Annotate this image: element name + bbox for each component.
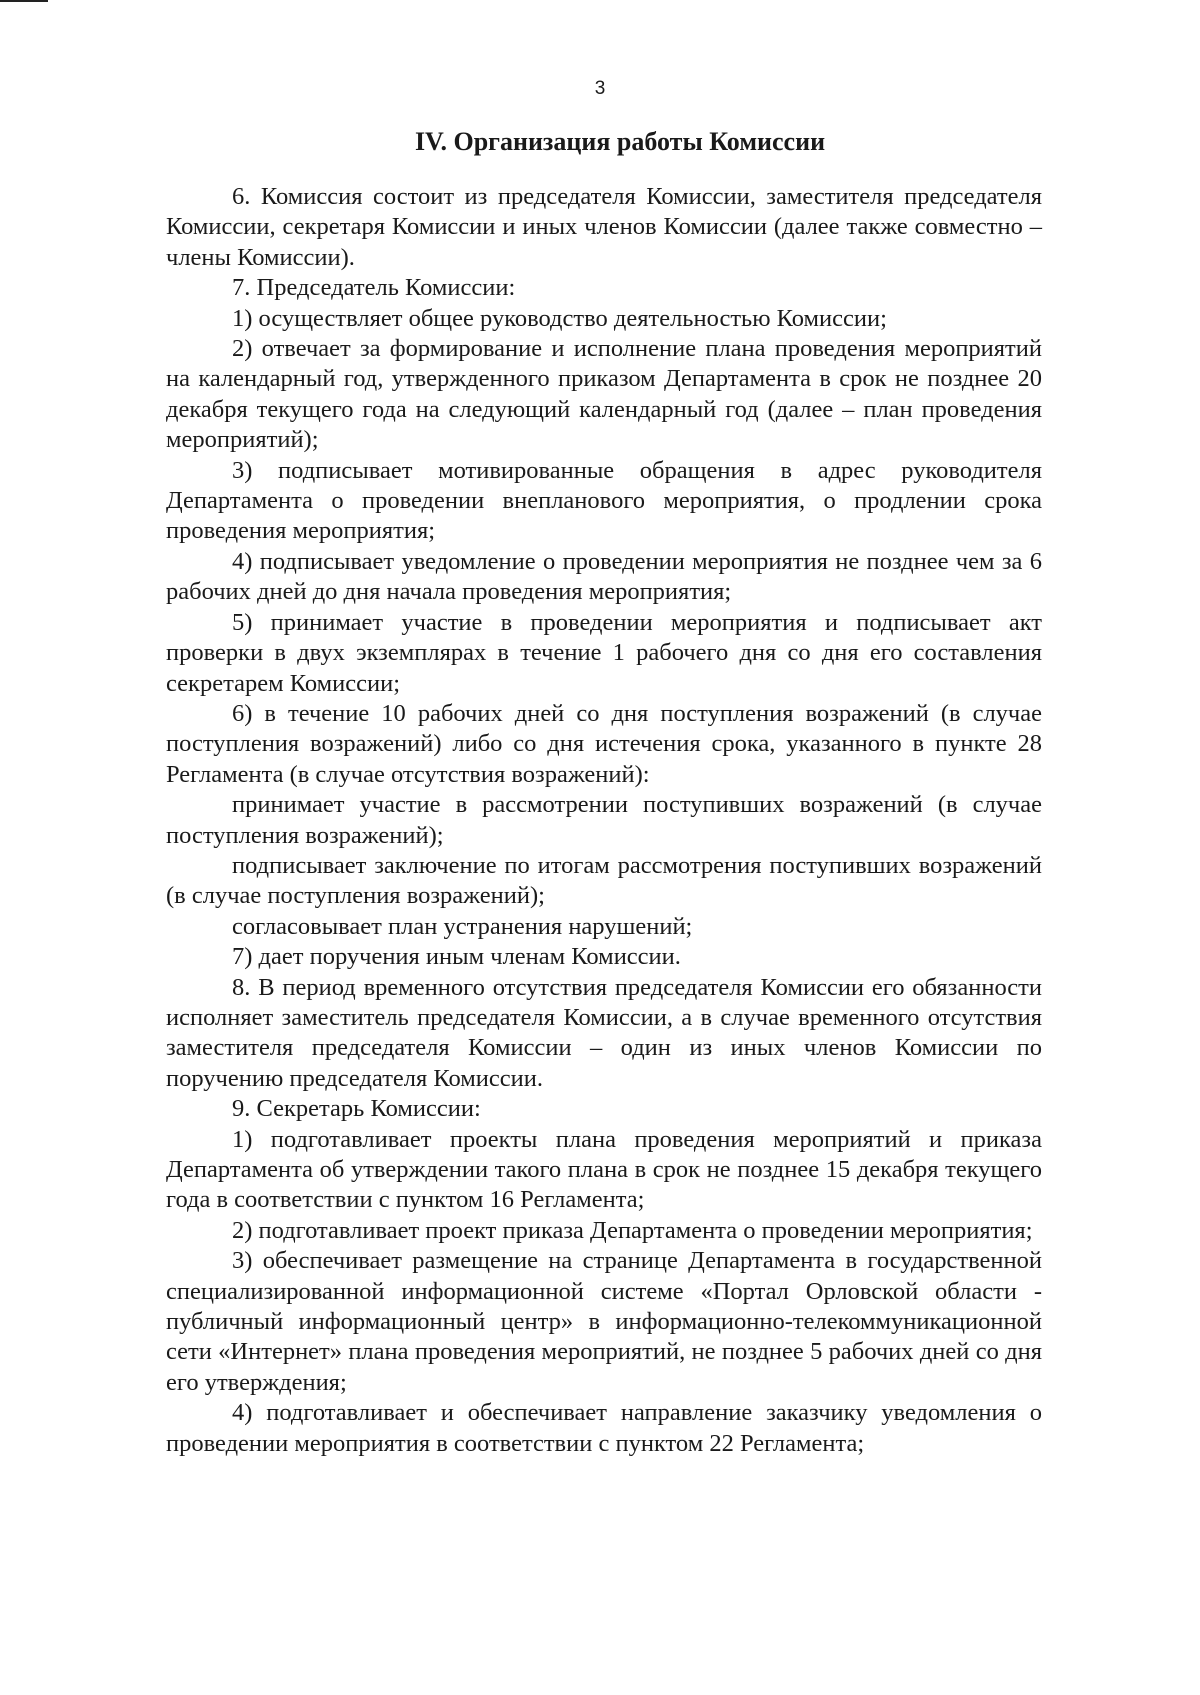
paragraph-7: 7. Председатель Комиссии: [232, 274, 516, 302]
paragraph-6: 6. Комиссия состоит из председателя Комиссии, заместителя председателя Комиссии, секретаря Комиссии и иных членов Комиссии (далее также совместно – члены Комиссии). [166, 183, 1042, 271]
paragraph-7-item-4: 4) подписывает уведомление о проведении мероприятия не позднее чем за 6 рабочих дней до дня начала проведения мероприятия; [166, 547, 1042, 606]
paragraph-7-item-6-sub-3: согласовывает план устранения нарушений; [232, 912, 693, 940]
paragraph-7-item-6-sub-1: принимает участие в рассмотрении поступивших возражений (в случае поступления возражений); [166, 791, 1042, 849]
paragraph-7-item-3: 3) подписывает мотивированные обращения в адрес руководителя Департамента о проведении внепланового мероприятия, о продлении срока проведения мероприятия; [166, 456, 1042, 545]
paragraph-9-item-3: 3) обеспечивает размещение на странице Департамента в государственной специализированной информационной системе «Портал Орловской области - публичный информационный центр» в информационно-телекоммуникационной сети «Интернет» плана проведения мероприятий, не позднее 5 рабочих дней со дня его утверждения; [166, 1247, 1042, 1396]
paragraph-7-item-6-sub-2: подписывает заключение по итогам рассмотрения поступивших возражений (в случае поступления возражений); [166, 851, 1042, 910]
paragraph-7-item-2: 2) отвечает за формирование и исполнение плана проведения мероприятий на календарный год, утвержденного приказом Департамента в срок не позднее 20 декабря текущего года на следующий календарный год (далее – план проведения мероприятий); [166, 335, 1042, 454]
paragraph-7-item-6: 6) в течение 10 рабочих дней со дня поступления возражений (в случае поступления возражений) либо со дня истечения срока, указанного в пункте 28 Регламента (в случае отсутствия возражений): [166, 699, 1042, 788]
paragraph-7-item-5: 5) принимает участие в проведении мероприятия и подписывает акт проверки в двух экземплярах в течение 1 рабочего дня со дня его составления секретарем Комиссии; [166, 608, 1042, 697]
paragraph-9-item-4: 4) подготавливает и обеспечивает направление заказчику уведомления о проведении мероприятия в соответствии с пунктом 22 Регламента; [166, 1399, 1042, 1457]
paragraph-7-item-7: 7) дает поручения иным членам Комиссии. [232, 943, 681, 971]
paragraph-9: 9. Секретарь Комиссии: [232, 1095, 481, 1123]
scan-corner-mark [0, 0, 48, 2]
paragraph-8: 8. В период временного отсутствия председателя Комиссии его обязанности исполняет заместитель председателя Комиссии, а в случае временного отсутствия заместителя председателя Комиссии – один из иных членов Комиссии по поручению председателя Комиссии. [166, 973, 1042, 1092]
paragraph-9-item-1: 1) подготавливает проекты плана проведения мероприятий и приказа Департамента об утверждении такого плана в срок не позднее 15 декабря текущего года в соответствии с пунктом 16 Регламента; [166, 1125, 1042, 1214]
paragraph-9-item-2: 2) подготавливает проект приказа Департамента о проведении мероприятия; [232, 1216, 1033, 1244]
section-heading: IV. Организация работы Комиссии [414, 127, 826, 156]
document-body [166, 182, 1042, 1459]
page-number: 3 [594, 78, 606, 99]
paragraph-7-item-1: 1) осуществляет общее руководство деятельностью Комиссии; [232, 304, 887, 332]
